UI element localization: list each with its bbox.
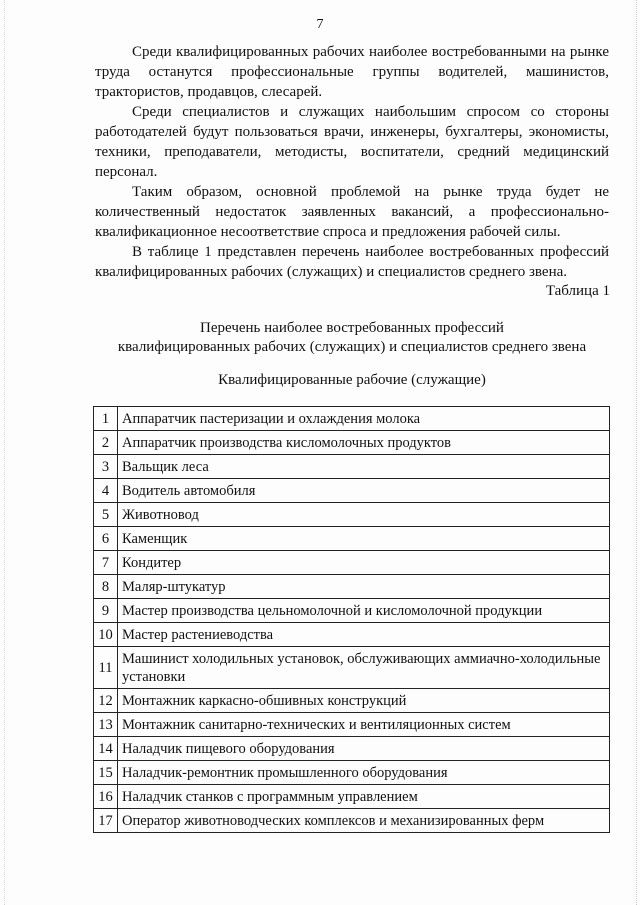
row-number: 3 <box>94 455 118 479</box>
table-caption: Таблица 1 <box>545 283 610 299</box>
section-heading: Квалифицированные рабочие (служащие) <box>218 372 486 388</box>
table-row <box>94 737 610 761</box>
paragraph: В таблице 1 представлен перечень наиболее востребованных профессий квалифицированных рабочих (служащих) и специалистов среднего звена. <box>95 244 609 280</box>
table-row <box>94 407 610 431</box>
table-row <box>94 575 610 599</box>
table-row <box>94 809 610 833</box>
row-number: 16 <box>94 785 118 809</box>
table-row <box>94 527 610 551</box>
row-profession: Оператор животноводческих комплексов и механизированных ферм <box>118 809 610 833</box>
row-profession: Аппаратчик производства кисломолочных продуктов <box>118 431 610 455</box>
table-row <box>94 455 610 479</box>
table-row <box>94 647 610 689</box>
paragraph: Среди специалистов и служащих наибольшим спросом со стороны работодателей будут пользоваться врачи, инженеры, бухгалтеры, экономисты, техники, преподаватели, методисты, воспитатели, средний медицинский персонал. <box>95 104 609 180</box>
row-number: 6 <box>94 527 118 551</box>
row-profession: Каменщик <box>118 527 610 551</box>
row-profession: Наладчик пищевого оборудования <box>118 737 610 761</box>
page-number: 7 <box>316 17 324 32</box>
table-title-line: квалифицированных рабочих (служащих) и специалистов среднего звена <box>117 339 587 355</box>
table-row <box>94 623 610 647</box>
row-profession: Аппаратчик пастеризации и охлаждения молока <box>118 407 610 431</box>
row-profession: Наладчик станков с программным управлением <box>118 785 610 809</box>
row-number: 7 <box>94 551 118 575</box>
row-number: 13 <box>94 713 118 737</box>
row-profession: Кондитер <box>118 551 610 575</box>
row-number: 17 <box>94 809 118 833</box>
table-row <box>94 785 610 809</box>
row-profession: Наладчик-ремонтник промышленного оборудования <box>118 761 610 785</box>
professions-table <box>93 406 610 833</box>
table-title <box>95 319 609 357</box>
row-profession: Маляр-штукатур <box>118 575 610 599</box>
row-number: 2 <box>94 431 118 455</box>
row-profession: Мастер производства цельномолочной и кисломолочной продукции <box>118 599 610 623</box>
table-row <box>94 599 610 623</box>
table-row <box>94 761 610 785</box>
table-row <box>94 479 610 503</box>
table-title-line: Перечень наиболее востребованных профессий <box>200 320 504 336</box>
row-profession: Машинист холодильных установок, обслуживающих аммиачно-холодильные установки <box>118 647 610 689</box>
row-number: 5 <box>94 503 118 527</box>
scan-edge-left <box>4 0 6 905</box>
row-number: 10 <box>94 623 118 647</box>
paragraph: Среди квалифицированных рабочих наиболее востребованными на рынке труда останутся профессиональные группы водителей, машинистов, трактористов, продавцов, слесарей. <box>95 44 609 100</box>
row-profession: Мастер растениеводства <box>118 623 610 647</box>
row-number: 1 <box>94 407 118 431</box>
table-row <box>94 689 610 713</box>
paragraph: Таким образом, основной проблемой на рынке труда будет не количественный недостаток заявленных вакансий, а профессионально-квалификационное несоответствие спроса и предложения рабочей силы. <box>95 184 609 240</box>
row-number: 8 <box>94 575 118 599</box>
row-number: 4 <box>94 479 118 503</box>
row-number: 14 <box>94 737 118 761</box>
table-row <box>94 431 610 455</box>
body-text <box>95 42 609 282</box>
row-number: 15 <box>94 761 118 785</box>
table-row <box>94 551 610 575</box>
table-row <box>94 503 610 527</box>
row-profession: Животновод <box>118 503 610 527</box>
row-number: 11 <box>94 647 118 689</box>
table-row <box>94 713 610 737</box>
row-number: 12 <box>94 689 118 713</box>
row-profession: Водитель автомобиля <box>118 479 610 503</box>
row-profession: Вальщик леса <box>118 455 610 479</box>
row-profession: Монтажник санитарно-технических и вентиляционных систем <box>118 713 610 737</box>
row-profession: Монтажник каркасно-обшивных конструкций <box>118 689 610 713</box>
scan-edge-right <box>635 0 637 905</box>
row-number: 9 <box>94 599 118 623</box>
